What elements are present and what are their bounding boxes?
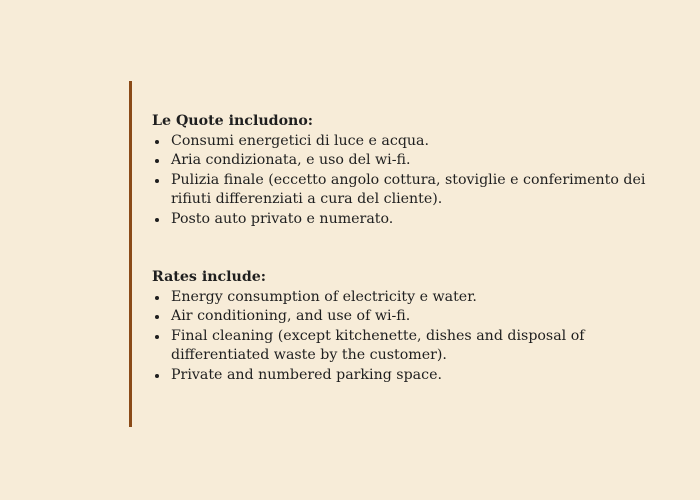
list-item-text: Pulizia finale (eccetto angolo cottura, stoviglie e conferimento dei rifiuti differenziati a cura del cliente). (171, 171, 646, 207)
bullet-icon (155, 315, 159, 319)
list-item-text: Private and numbered parking space. (171, 366, 442, 383)
list-item (152, 366, 652, 386)
list-item-text: Energy consumption of electricity e water. (171, 288, 477, 305)
list-item-text: Aria condizionata, e uso del wi-fi. (171, 152, 411, 168)
bullet-icon (155, 179, 159, 183)
list-item (152, 327, 652, 366)
english-list (152, 288, 652, 386)
bullet-icon (155, 335, 159, 339)
vertical-accent-bar (129, 81, 132, 427)
list-item (152, 132, 652, 152)
list-item (152, 171, 652, 210)
bullet-icon (155, 296, 159, 300)
list-item (152, 210, 652, 230)
list-item-text: Final cleaning (except kitchenette, dishes and disposal of differentiated waste by the customer). (171, 327, 585, 363)
italian-section (152, 112, 652, 229)
english-heading: Rates include: (152, 269, 267, 285)
rates-info-content (152, 112, 652, 385)
english-section (152, 268, 652, 385)
list-item (152, 307, 652, 327)
list-item (152, 151, 652, 171)
bullet-icon (155, 140, 159, 144)
bullet-icon (155, 374, 159, 378)
italian-heading: Le Quote includono: (152, 113, 314, 129)
list-item (152, 288, 652, 308)
bullet-icon (155, 218, 159, 222)
list-item-text: Consumi energetici di luce e acqua. (171, 132, 430, 149)
italian-list (152, 132, 652, 230)
bullet-icon (155, 159, 159, 163)
list-item-text: Posto auto privato e numerato. (171, 210, 394, 227)
list-item-text: Air conditioning, and use of wi-fi. (171, 308, 411, 324)
